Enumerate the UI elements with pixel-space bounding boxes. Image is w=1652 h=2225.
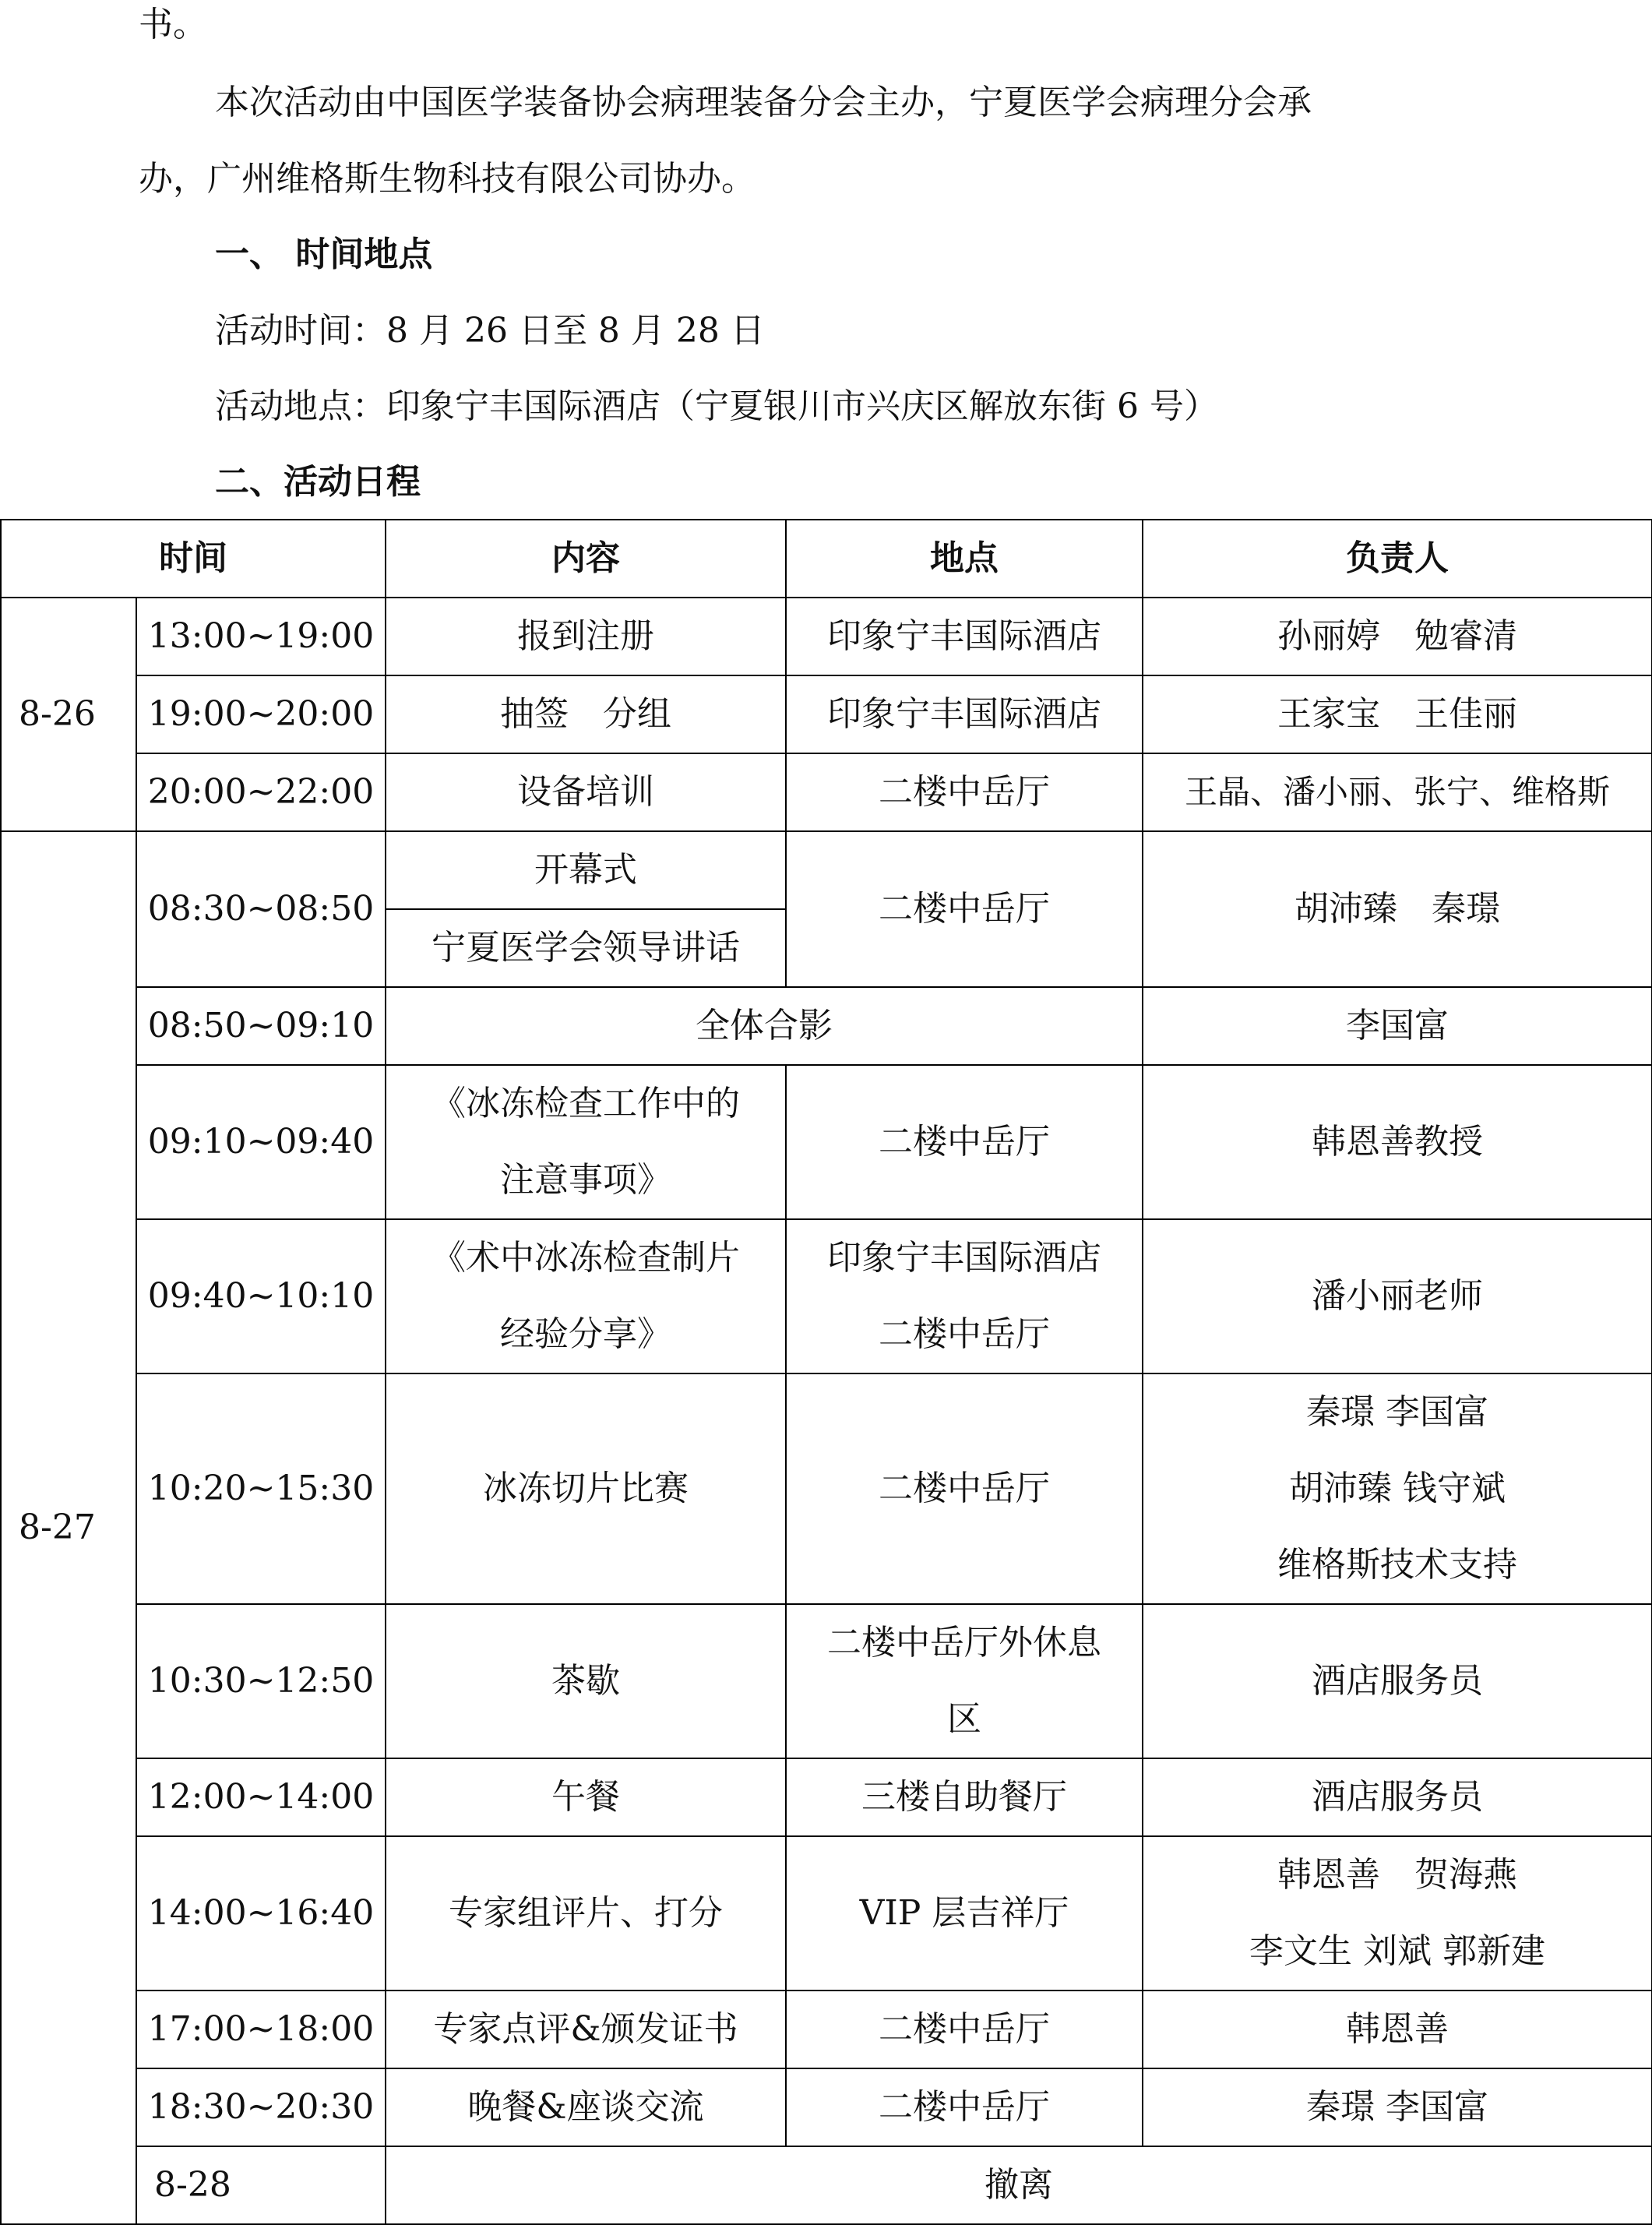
intro-line-2: 办，广州维格斯生物科技有限公司协办。 bbox=[139, 159, 756, 199]
owner-cell: 李国富 bbox=[1143, 987, 1652, 1065]
time-cell: 19:00~20:00 bbox=[136, 675, 386, 753]
time-cell: 08:30~08:50 bbox=[136, 831, 386, 987]
table-row bbox=[1, 1991, 1652, 2068]
location-cell: VIP 层吉祥厅 bbox=[786, 1836, 1143, 1991]
content-cell: 开幕式 bbox=[386, 831, 786, 909]
table-row bbox=[1, 1065, 1652, 1219]
content-cell: 抽签 分组 bbox=[386, 675, 786, 753]
content-line: 《术中冰冻检查制片 bbox=[431, 1238, 740, 1278]
location-cell: 二楼中岳厅 bbox=[786, 2068, 1143, 2146]
header-owner: 负责人 bbox=[1143, 520, 1652, 598]
date-cell: 8-26 bbox=[1, 598, 136, 831]
content-line: 经验分享》 bbox=[500, 1314, 671, 1354]
location-line: 二楼中岳厅外休息 bbox=[827, 1623, 1101, 1663]
location-cell: 二楼中岳厅 bbox=[786, 1065, 1143, 1219]
content-cell bbox=[386, 1219, 786, 1373]
owner-cell: 韩恩善 bbox=[1143, 1991, 1652, 2068]
owner-cell: 韩恩善教授 bbox=[1143, 1065, 1652, 1219]
table-row bbox=[1, 1758, 1652, 1836]
table-row bbox=[1, 831, 1652, 909]
table-row bbox=[1, 2146, 1652, 2224]
table-row bbox=[1, 1373, 1652, 1604]
content-cell bbox=[386, 1065, 786, 1219]
content-cell: 设备培训 bbox=[386, 753, 786, 831]
time-cell: 09:10~09:40 bbox=[136, 1065, 386, 1219]
owner-line: 维格斯技术支持 bbox=[1277, 1545, 1517, 1585]
section-1-title: 一、 时间地点 bbox=[215, 234, 433, 274]
location-cell: 二楼中岳厅 bbox=[786, 753, 1143, 831]
owner-cell: 酒店服务员 bbox=[1143, 1758, 1652, 1836]
owner-line: 李文生 刘斌 郭新建 bbox=[1249, 1931, 1545, 1971]
header-content: 内容 bbox=[386, 520, 786, 598]
location-cell bbox=[786, 1219, 1143, 1373]
table-row bbox=[1, 598, 1652, 675]
intro-line-1: 本次活动由中国医学装备协会病理装备分会主办，宁夏医学会病理分会承 bbox=[215, 83, 1312, 122]
time-cell: 10:30~12:50 bbox=[136, 1604, 386, 1758]
intro-line-0: 书。 bbox=[139, 5, 207, 44]
content-cell: 专家点评&颁发证书 bbox=[386, 1991, 786, 2068]
table-row bbox=[1, 1219, 1652, 1373]
content-cell: 报到注册 bbox=[386, 598, 786, 675]
owner-cell: 酒店服务员 bbox=[1143, 1604, 1652, 1758]
time-cell: 10:20~15:30 bbox=[136, 1373, 386, 1604]
table-row bbox=[1, 753, 1652, 831]
time-cell: 09:40~10:10 bbox=[136, 1219, 386, 1373]
table-row bbox=[1, 1836, 1652, 1991]
location-line: 区 bbox=[947, 1699, 981, 1739]
date-cell: 8-28 bbox=[136, 2146, 386, 2224]
owner-line: 秦璟 李国富 bbox=[1306, 1392, 1488, 1432]
owner-cell: 潘小丽老师 bbox=[1143, 1219, 1652, 1373]
time-cell: 12:00~14:00 bbox=[136, 1758, 386, 1836]
time-cell: 17:00~18:00 bbox=[136, 1991, 386, 2068]
owner-cell: 胡沛臻 秦璟 bbox=[1143, 831, 1652, 987]
content-cell: 午餐 bbox=[386, 1758, 786, 1836]
owner-cell: 孙丽婷 勉睿清 bbox=[1143, 598, 1652, 675]
location-cell: 印象宁丰国际酒店 bbox=[786, 598, 1143, 675]
location-cell bbox=[786, 1604, 1143, 1758]
owner-cell bbox=[1143, 1836, 1652, 1991]
header-location: 地点 bbox=[786, 520, 1143, 598]
content-cell: 专家组评片、打分 bbox=[386, 1836, 786, 1991]
content-cell: 宁夏医学会领导讲话 bbox=[386, 909, 786, 987]
time-cell: 18:30~20:30 bbox=[136, 2068, 386, 2146]
location-cell: 三楼自助餐厅 bbox=[786, 1758, 1143, 1836]
location-cell: 二楼中岳厅 bbox=[786, 1373, 1143, 1604]
time-cell: 13:00~19:00 bbox=[136, 598, 386, 675]
content-cell: 晚餐&座谈交流 bbox=[386, 2068, 786, 2146]
header-time: 时间 bbox=[1, 520, 386, 598]
location-line: 印象宁丰国际酒店 bbox=[827, 1238, 1101, 1278]
event-time: 活动时间：8 月 26 日至 8 月 28 日 bbox=[215, 311, 765, 351]
content-line: 注意事项》 bbox=[500, 1160, 671, 1200]
table-row bbox=[1, 2068, 1652, 2146]
table-row bbox=[1, 987, 1652, 1065]
time-cell: 08:50~09:10 bbox=[136, 987, 386, 1065]
owner-cell bbox=[1143, 1373, 1652, 1604]
location-cell: 二楼中岳厅 bbox=[786, 831, 1143, 987]
date-cell: 8-27 bbox=[1, 831, 136, 2224]
content-line: 《冰冻检查工作中的 bbox=[431, 1084, 740, 1123]
time-cell: 14:00~16:40 bbox=[136, 1836, 386, 1991]
content-cell: 撤离 bbox=[386, 2146, 1652, 2224]
content-cell: 冰冻切片比赛 bbox=[386, 1373, 786, 1604]
schedule-table bbox=[0, 519, 1652, 2225]
table-row bbox=[1, 675, 1652, 753]
table-header-row bbox=[1, 520, 1652, 598]
owner-cell: 王家宝 王佳丽 bbox=[1143, 675, 1652, 753]
owner-line: 胡沛臻 钱守斌 bbox=[1289, 1469, 1506, 1508]
owner-cell: 王晶、潘小丽、张宁、维格斯 bbox=[1143, 753, 1652, 831]
table-row bbox=[1, 1604, 1652, 1758]
section-2-title: 二、活动日程 bbox=[215, 462, 421, 502]
content-cell: 全体合影 bbox=[386, 987, 1143, 1065]
location-cell: 二楼中岳厅 bbox=[786, 1991, 1143, 2068]
owner-cell: 秦璟 李国富 bbox=[1143, 2068, 1652, 2146]
content-cell: 茶歇 bbox=[386, 1604, 786, 1758]
owner-line: 韩恩善 贺海燕 bbox=[1277, 1855, 1517, 1895]
time-cell: 20:00~22:00 bbox=[136, 753, 386, 831]
location-cell: 印象宁丰国际酒店 bbox=[786, 675, 1143, 753]
location-line: 二楼中岳厅 bbox=[879, 1314, 1050, 1354]
event-place: 活动地点：印象宁丰国际酒店（宁夏银川市兴庆区解放东街 6 号） bbox=[215, 386, 1218, 426]
